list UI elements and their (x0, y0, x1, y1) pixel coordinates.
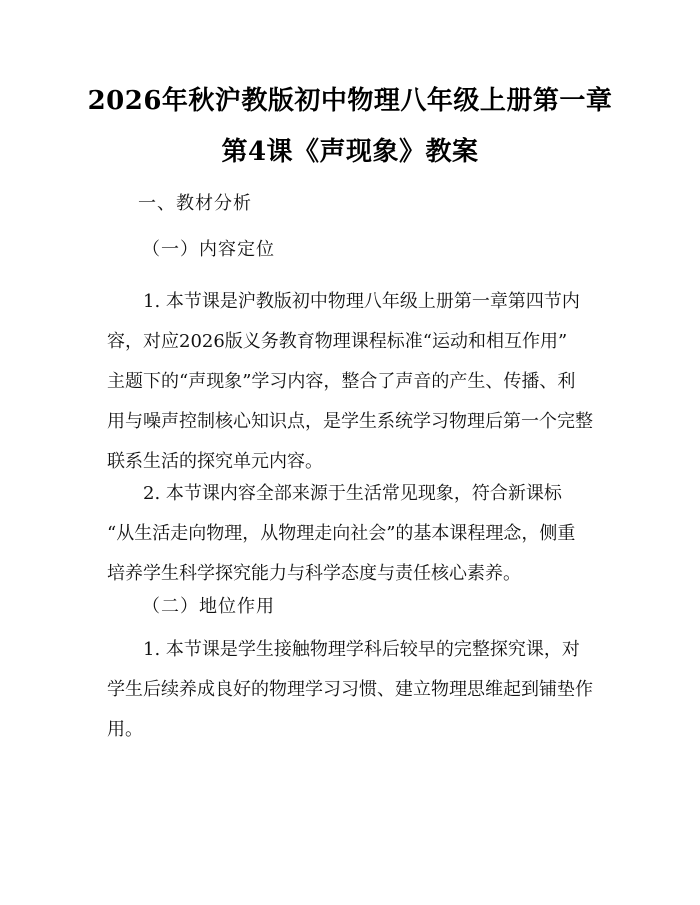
document-title-line-1: 2026年秋沪教版初中物理八年级上册第一章 (87, 86, 613, 116)
paragraph-line: 学生后续养成良好的物理学习习惯、建立物理思维起到铺垫作 (107, 679, 593, 700)
section-heading-textbook-analysis: 一、教材分析 (138, 193, 252, 214)
document-title-line-2: 第4课《声现象》教案 (221, 137, 479, 167)
paragraph-line: 主题下的“声现象”学习内容，整合了声音的产生、传播、利 (107, 371, 576, 392)
paragraph-line: 用与噪声控制核心知识点，是学生系统学习物理后第一个完整 (107, 411, 593, 432)
paragraph-content-positioning-1 (107, 282, 595, 482)
paragraph-line: 容，对应2026版义务教育物理课程标准“运动和相互作用” (107, 331, 568, 352)
paragraph-line: 培养学生科学探究能力与科学态度与责任核心素养。 (107, 563, 521, 584)
paragraph-line: “从生活走向物理，从物理走向社会”的基本课程理念，侧重 (107, 523, 576, 544)
paragraph-line: 联系生活的探究单元内容。 (107, 451, 323, 472)
paragraph-content-positioning-2 (107, 474, 595, 594)
subsection-heading-content-positioning: （一）内容定位 (142, 239, 275, 260)
paragraph-line: 用。 (107, 719, 143, 740)
paragraph-line: 2. 本节课内容全部来源于生活常见现象，符合新课标 (143, 483, 562, 504)
paragraph-role-1 (107, 630, 595, 750)
paragraph-line: 1. 本节课是沪教版初中物理八年级上册第一章第四节内 (143, 291, 580, 312)
paragraph-line: 1. 本节课是学生接触物理学科后较早的完整探究课，对 (143, 639, 580, 660)
subsection-heading-role: （二）地位作用 (142, 596, 275, 617)
